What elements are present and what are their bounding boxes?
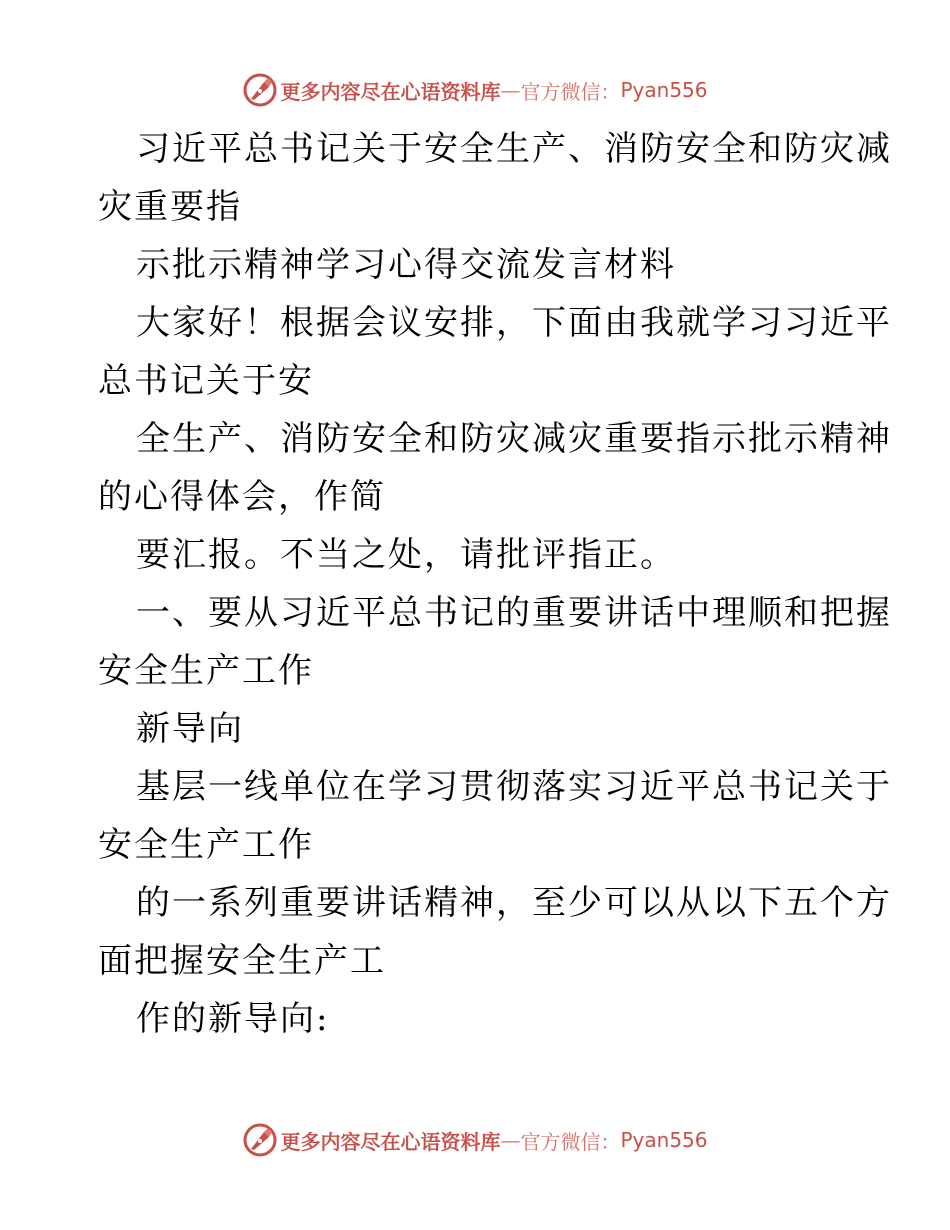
banner-wechat-id: Pyan556 [620,78,708,102]
banner-site-text: 更多内容尽在心语资料库 [280,79,501,104]
body-line: 一、要从习近平总书记的重要讲话中理顺和把握 [136,593,892,633]
body-line: 大家好！根据会议安排，下面由我就学习习近平 [136,303,892,343]
body-line: 全生产、消防安全和防灾减灾重要指示批示精神 [136,419,892,459]
body-line: 安全生产工作 [98,825,314,865]
banner-site-text: 更多内容尽在心语资料库 [280,1129,501,1154]
banner-wechat-label: 官方微信： [520,79,621,104]
body-line: 面把握安全生产工 [98,941,386,981]
body-line: 示批示精神学习心得交流发言材料 [136,245,676,285]
document-body [98,120,892,1048]
body-line: 作的新导向: [136,999,330,1039]
body-line: 的一系列重要讲话精神，至少可以从以下五个方 [136,883,892,923]
body-line: 新导向 [136,709,244,749]
body-line: 要汇报。不当之处，请批评指正。 [136,535,676,575]
body-line: 总书记关于安 [98,361,314,401]
pen-nib-logo-icon [242,1122,278,1158]
body-line: 灾重要指 [98,187,242,227]
pen-nib-logo-icon [242,72,278,108]
banner-separator: — [500,1128,521,1152]
banner-wechat-id: Pyan556 [620,1128,708,1152]
footer-banner [0,1120,950,1160]
body-line: 的心得体会，作简 [98,477,386,517]
body-line: 安全生产工作 [98,651,314,691]
banner-separator: — [500,78,521,102]
header-banner [0,70,950,110]
banner-wechat-label: 官方微信： [520,1129,621,1154]
body-line: 基层一线单位在学习贯彻落实习近平总书记关于 [136,767,892,807]
body-line: 习近平总书记关于安全生产、消防安全和防灾减 [136,129,892,169]
